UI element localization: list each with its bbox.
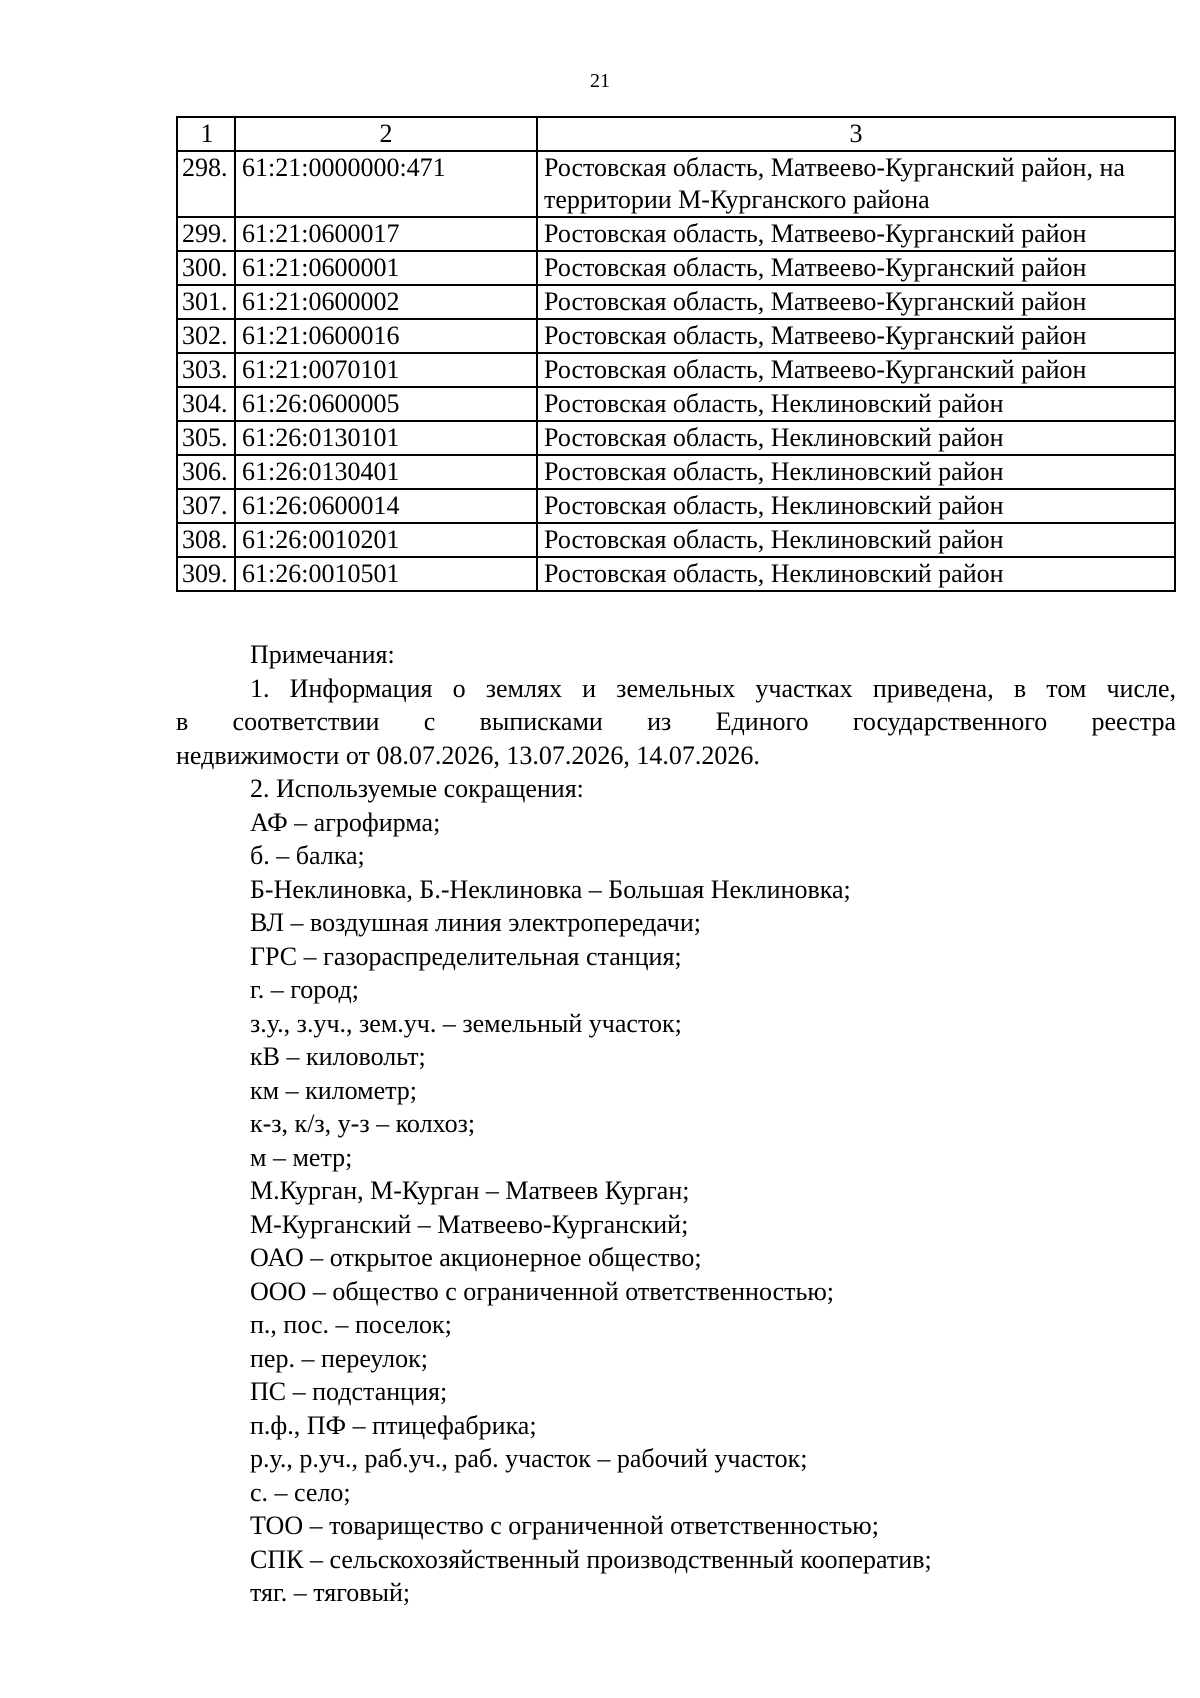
abbreviation-item: кВ – киловольт; [250,1042,426,1071]
cadastral-code-cell: 61:21:0600016 [235,319,537,353]
abbreviation-list [176,806,1176,1610]
abbreviation-item: М-Курганский – Матвеево-Курганский; [250,1209,689,1239]
abbreviation-item: б. – балка; [250,841,365,870]
note1-line: недвижимости от 08.07.2026, 13.07.2026, 14.07.2026. [176,740,760,770]
table-row [177,217,1175,251]
row-number-cell: 308. [177,523,235,557]
row-number-cell: 309. [177,557,235,591]
table-row [177,523,1175,557]
address-cell: Ростовская область, Матвеево-Курганский район [537,319,1175,353]
address-cell: Ростовская область, Неклиновский район [537,421,1175,455]
abbreviation-item: р.у., р.уч., раб.уч., раб. участок – рабочий участок; [250,1444,808,1473]
cadastral-code-cell: 61:21:0070101 [235,353,537,387]
abbreviation-item: СПК – сельскохозяйственный производственный кооператив; [250,1544,932,1574]
table-row [177,285,1175,319]
row-number-cell: 306. [177,455,235,489]
abbreviation-item: ПС – подстанция; [250,1377,448,1406]
address-cell: Ростовская область, Неклиновский район [537,523,1175,557]
table-row [177,489,1175,523]
address-cell: Ростовская область, Неклиновский район [537,387,1175,421]
address-cell: Ростовская область, Матвеево-Курганский район [537,217,1175,251]
abbreviation-item: пер. – переулок; [250,1343,428,1373]
address-cell: Ростовская область, Неклиновский район [537,557,1175,591]
abbreviation-item: ГРС – газораспределительная станция; [250,941,682,971]
abbreviation-item: п.ф., ПФ – птицефабрика; [250,1410,537,1440]
table-row [177,455,1175,489]
note1-line: 1. Информация о землях и земельных участках приведена, в том числе, [250,673,1176,703]
row-number-cell: 301. [177,285,235,319]
row-number-cell: 303. [177,353,235,387]
cadastral-code-cell: 61:26:0010201 [235,523,537,557]
abbreviation-item: к-з, к/з, у-з – колхоз; [250,1109,476,1138]
abbreviation-item: с. – село; [250,1477,351,1507]
abbreviation-item: ООО – общество с ограниченной ответственностью; [250,1276,835,1306]
row-number-cell: 305. [177,421,235,455]
note1-line: в соответствии с выписками из Единого государственного реестра [176,707,1176,736]
table-row [177,151,1175,217]
row-number-cell: 307. [177,489,235,523]
table-row [177,353,1175,387]
address-cell: Ростовская область, Матвеево-Курганский район [537,353,1175,387]
table-row [177,421,1175,455]
address-cell: Ростовская область, Матвеево-Курганский район [537,251,1175,285]
address-cell: Ростовская область, Неклиновский район [537,489,1175,523]
cadastral-code-cell: 61:21:0600002 [235,285,537,319]
cadastral-code-cell: 61:26:0600005 [235,387,537,421]
cadastral-code-cell: 61:21:0600017 [235,217,537,251]
page-number: 21 [590,70,610,92]
table-row [177,251,1175,285]
cadastral-code-cell: 61:26:0130401 [235,455,537,489]
row-number-cell: 298. [177,151,235,217]
abbreviation-item: км – километр; [250,1075,418,1105]
abbreviation-item: ТОО – товарищество с ограниченной ответственностью; [250,1511,879,1540]
table-row [177,319,1175,353]
notes-section [176,638,1176,1610]
header-cell: 2 [235,117,537,151]
abbreviation-item: г. – город; [250,975,359,1004]
cadastral-code-cell: 61:21:0600001 [235,251,537,285]
abbreviation-item: ОАО – открытое акционерное общество; [250,1243,702,1272]
registry-table [176,116,1176,592]
header-cell: 1 [177,117,235,151]
cadastral-code-cell: 61:26:0600014 [235,489,537,523]
row-number-cell: 300. [177,251,235,285]
notes-heading: Примечания: [250,640,395,669]
address-cell: Ростовская область, Матвеево-Курганский район [537,285,1175,319]
abbreviation-item: з.у., з.уч., зем.уч. – земельный участок; [250,1008,682,1038]
cadastral-code-cell: 61:26:0130101 [235,421,537,455]
address-cell: Ростовская область, Неклиновский район [537,455,1175,489]
header-cell: 3 [537,117,1175,151]
cadastral-code-cell: 61:26:0010501 [235,557,537,591]
abbreviation-item: тяг. – тяговый; [250,1578,411,1607]
abbreviation-item: ВЛ – воздушная линия электропередачи; [250,908,701,937]
cadastral-code-cell: 61:21:0000000:471 [235,151,537,217]
table-row [177,557,1175,591]
abbreviation-item: п., пос. – поселок; [250,1310,452,1339]
row-number-cell: 302. [177,319,235,353]
note2-heading: 2. Используемые сокращения: [250,774,584,803]
row-number-cell: 304. [177,387,235,421]
table-header-row [177,117,1175,151]
abbreviation-item: Б-Неклиновка, Б.-Неклиновка – Большая Неклиновка; [250,874,851,904]
address-cell: Ростовская область, Матвеево-Курганский район, на территории М-Курганского района [537,151,1175,217]
table-row [177,387,1175,421]
abbreviation-item: М.Курган, М-Курган – Матвеев Курган; [250,1176,690,1205]
abbreviation-item: АФ – агрофирма; [250,807,441,837]
row-number-cell: 299. [177,217,235,251]
abbreviation-item: м – метр; [250,1142,353,1172]
table-body [177,151,1175,591]
